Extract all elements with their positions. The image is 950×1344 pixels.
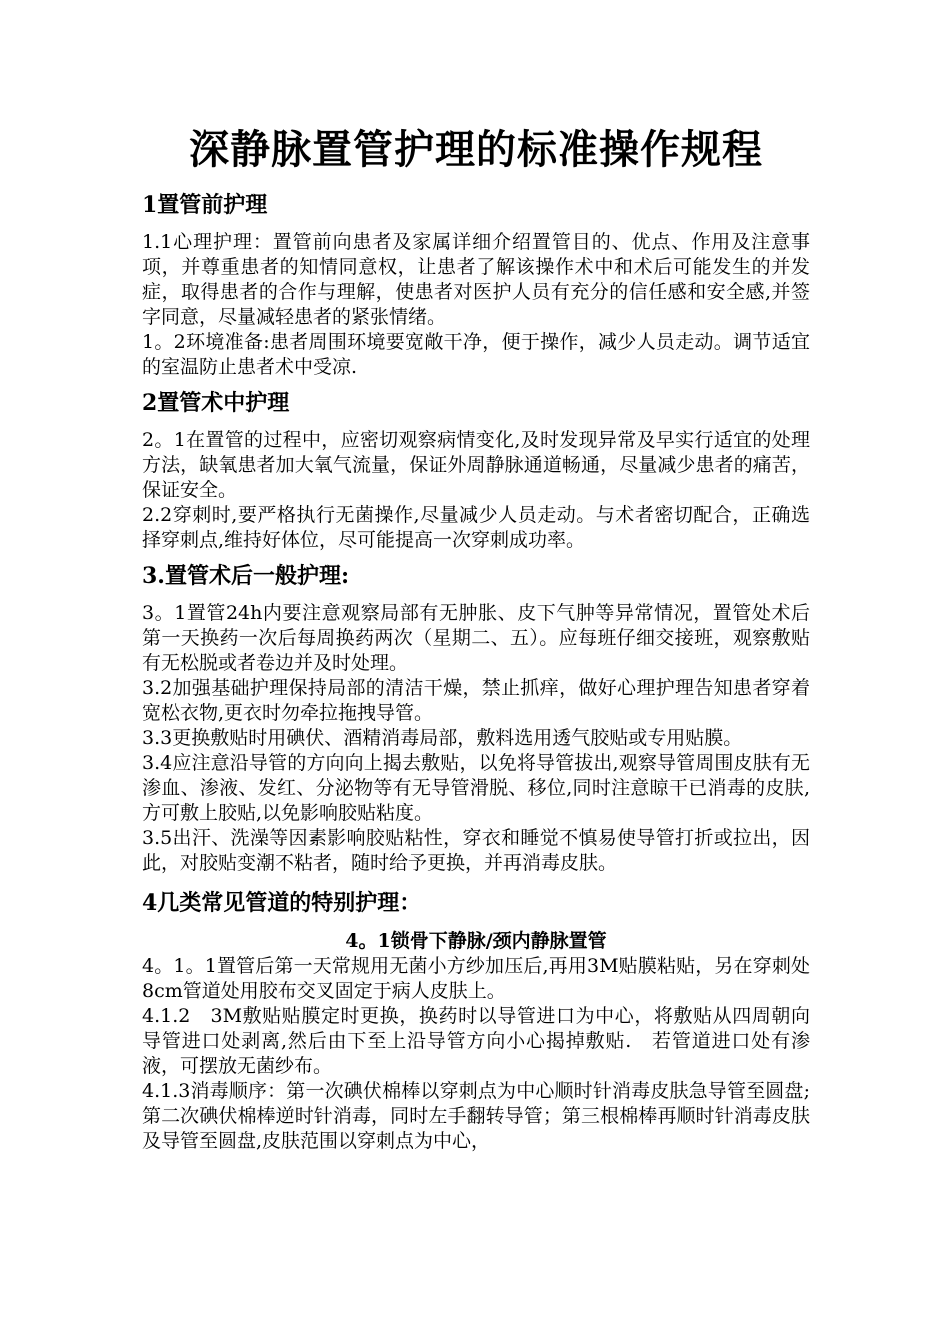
section-heading: 2置管术中护理 [142, 390, 290, 416]
paragraph: 3.2加强基础护理保持局部的清洁干燥，禁止抓痒，做好心理护理告知患者穿着宽松衣物,更衣时勿牵拉拖拽导管。 [142, 677, 810, 724]
paragraph: 2.2穿刺时,要严格执行无菌操作,尽量减少人员走动。与术者密切配合，正确选择穿刺点,维持好体位，尽可能提高一次穿刺成功率。 [142, 504, 810, 551]
paragraph: 3。1置管24h内要注意观察局部有无肿胀、皮下气肿等异常情况，置管处术后第一天换药一次后每周换药两次（星期二、五）。应每班仔细交接班，观察敷贴有无松脱或者卷边并及时处理。 [142, 602, 810, 674]
section-heading: 4几类常见管道的特别护理： [142, 890, 422, 916]
paragraph: 4.1.3消毒顺序：第一次碘伏棉棒以穿刺点为中心顺时针消毒皮肤急导管至圆盘;第二次碘伏棉棒逆时针消毒，同时左手翻转导管；第三根棉棒再顺时针消毒皮肤及导管至圆盘,皮肤范围以穿刺点为中心， [142, 1080, 810, 1152]
paragraph: 2。1在置管的过程中，应密切观察病情变化,及时发现异常及早实行适宜的处理方法，缺氧患者加大氧气流量，保证外周静脉通道畅通，尽量减少患者的痛苦，保证安全。 [142, 429, 810, 501]
paragraph: 3.4应注意沿导管的方向向上揭去敷贴，以免将导管拔出,观察导管周围皮肤有无渗血、渗液、发红、分泌物等有无导管滑脱、移位,同时注意晾干已消毒的皮肤,方可敷上胶贴,以免影响胶贴粘度。 [142, 752, 810, 824]
document-title: 深静脉置管护理的标准操作规程 [189, 126, 763, 173]
paragraph: 4.1.2 3M敷贴贴膜定时更换，换药时以导管进口为中心，将敷贴从四周朝向导管进口处剥离,然后由下至上沿导管方向小心揭掉敷贴. 若管道进口处有渗液，可摆放无菌纱布。 [142, 1005, 810, 1077]
paragraph: 4。1。1置管后第一天常规用无菌小方纱加压后,再用3M贴膜粘贴，另在穿刺处8cm管道处用胶布交叉固定于病人皮肤上。 [142, 955, 810, 1002]
section-heading: 3.置管术后一般护理: [142, 563, 350, 589]
section-heading: 1置管前护理 [142, 192, 268, 218]
paragraph: 3.3更换敷贴时用碘伏、酒精消毒局部，敷料选用透气胶贴或专用贴膜。 [142, 727, 743, 749]
subsection-heading: 4。1锁骨下静脉/颈内静脉置管 [345, 930, 607, 952]
paragraph: 1。2环境准备:患者周围环境要宽敞干净，便于操作，减少人员走动。调节适宜的室温防止患者术中受凉. [142, 331, 810, 378]
paragraph: 3.5出汗、洗澡等因素影响胶贴粘性，穿衣和睡觉不慎易使导管打折或拉出，因此，对胶贴变潮不粘者，随时给予更换，并再消毒皮肤。 [142, 827, 810, 874]
paragraph: 1.1心理护理：置管前向患者及家属详细介绍置管目的、优点、作用及注意事项，并尊重患者的知情同意权，让患者了解该操作术中和术后可能发生的并发症，取得患者的合作与理解，使患者对医护人员有充分的信任感和安全感,并签字同意，尽量减轻患者的紧张情绪。 [142, 231, 810, 328]
